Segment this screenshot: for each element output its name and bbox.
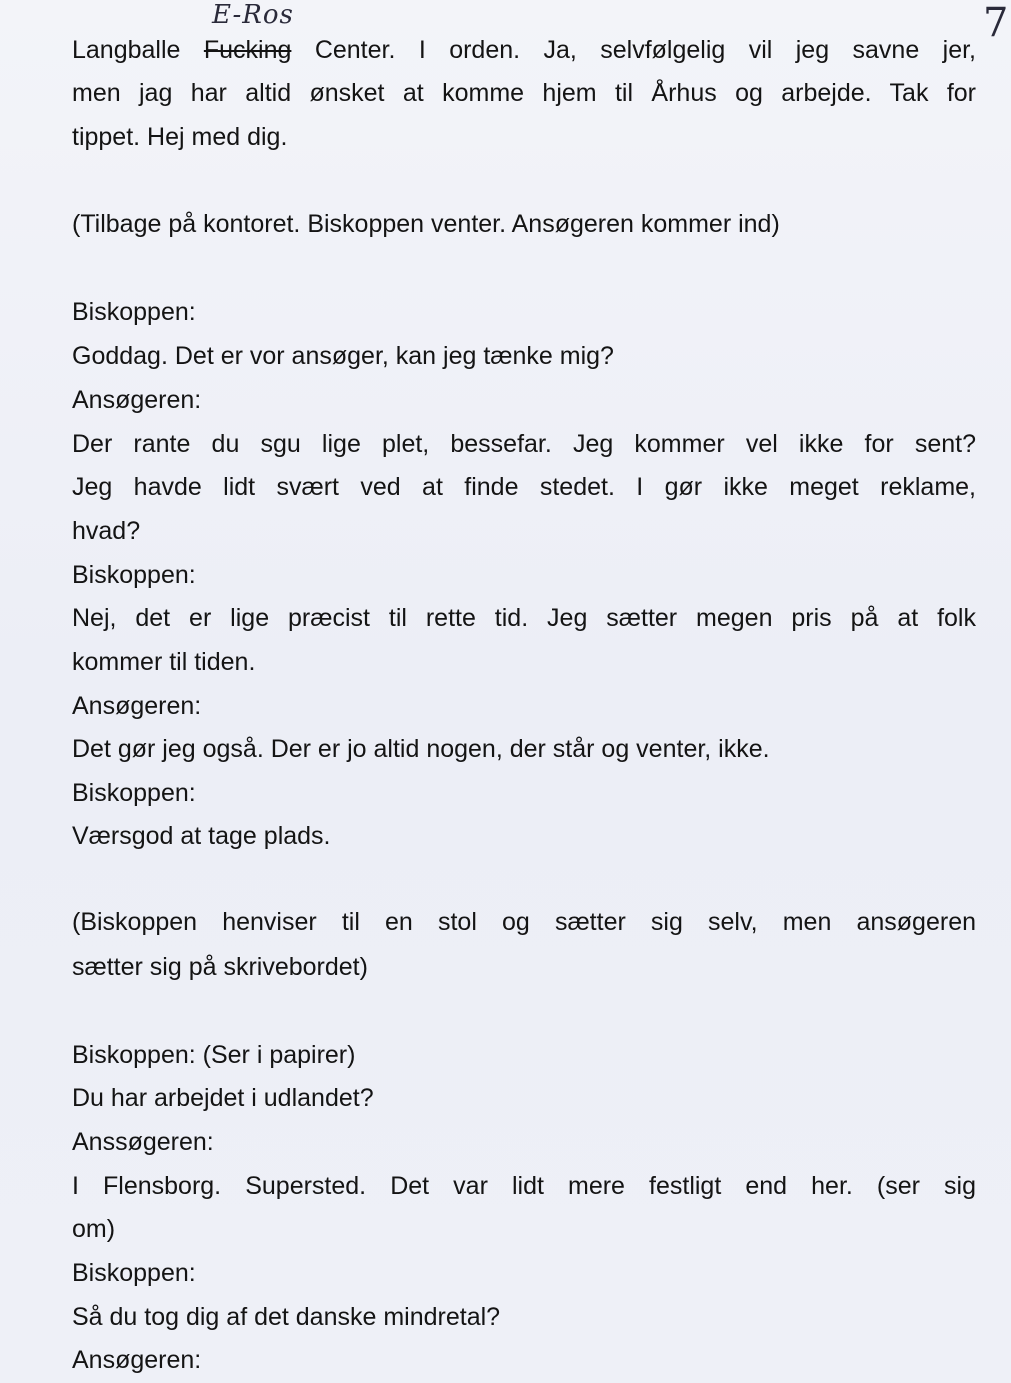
- speaker-label: Ansøgeren:: [72, 692, 202, 720]
- dialogue-line: Det gør jeg også. Der er jo altid nogen, der står og venter, ikke.: [72, 735, 770, 763]
- stage-direction-2-line2: sætter sig på skrivebordet): [72, 953, 368, 981]
- speaker-label: Biskoppen:: [72, 298, 196, 326]
- stage-direction-1: (Tilbage på kontoret. Biskoppen venter. Ansøgeren kommer ind): [72, 210, 780, 238]
- speaker-label: Ansøgeren:: [72, 1346, 202, 1374]
- stage-direction-2-line1: (Biskoppen henviser til en stol og sætter sig selv, men ansøgeren: [72, 908, 976, 936]
- handwritten-insertion: E-Ros: [212, 0, 294, 30]
- speaker-label: Biskoppen: (Ser i papirer): [72, 1041, 356, 1069]
- dialogue-line: Du har arbejdet i udlandet?: [72, 1084, 374, 1112]
- dialogue-line: Der rante du sgu lige plet, bessefar. Jeg kommer vel ikke for sent?: [72, 430, 976, 458]
- dialogue-line: Goddag. Det er vor ansøger, kan jeg tænke mig?: [72, 342, 614, 370]
- dialogue-line: Så du tog dig af det danske mindretal?: [72, 1303, 501, 1331]
- speaker-label: Anssøgeren:: [72, 1128, 214, 1156]
- dialogue-line: I Flensborg. Supersted. Det var lidt mere festligt end her. (ser sig: [72, 1172, 976, 1200]
- dialogue-line: Værsgod at tage plads.: [72, 822, 331, 850]
- speaker-label: Biskoppen:: [72, 779, 196, 807]
- dialogue-line: Nej, det er lige præcist til rette tid. Jeg sætter megen pris på at folk: [72, 604, 976, 632]
- dialogue-line: om): [72, 1215, 116, 1243]
- dialogue-line: hvad?: [72, 517, 141, 545]
- speaker-label: Biskoppen:: [72, 561, 196, 589]
- speaker-label: Biskoppen:: [72, 1259, 196, 1287]
- struck-word: Fucking: [203, 36, 292, 64]
- dialogue-line: Jeg havde lidt svært ved at finde stedet. I gør ikke meget reklame,: [72, 473, 976, 501]
- para1-line2: men jag har altid ønsket at komme hjem til Århus og arbejde. Tak for: [72, 79, 976, 107]
- dialogue-line: kommer til tiden.: [72, 648, 256, 676]
- speaker-label: Ansøgeren:: [72, 386, 202, 414]
- para1-line1: Langballe Fucking Center. I orden. Ja, selvfølgelig vil jeg savne jer,: [72, 36, 976, 64]
- handwritten-page-number: 7: [983, 0, 1009, 46]
- para1-line3: tippet. Hej med dig.: [72, 123, 288, 151]
